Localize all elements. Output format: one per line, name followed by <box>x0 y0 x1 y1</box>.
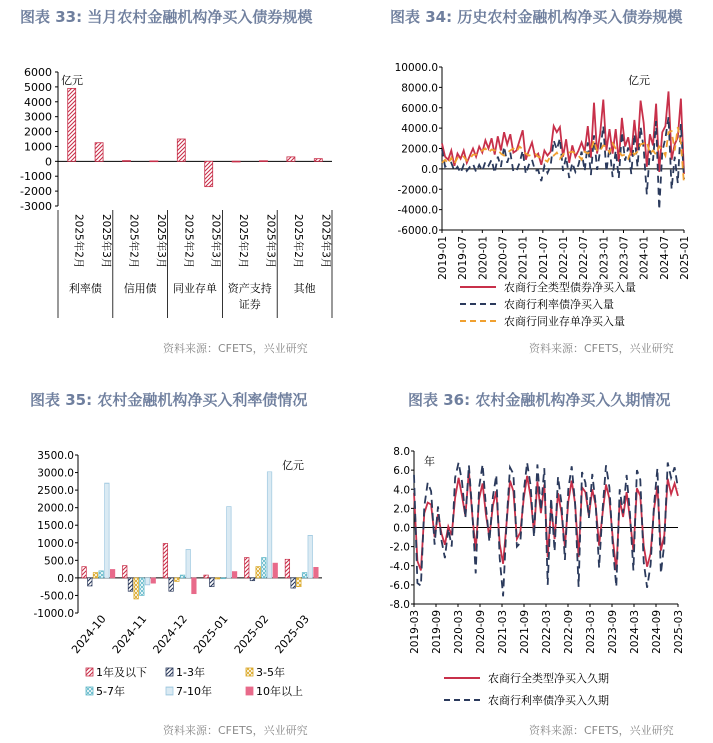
y-tick-label: -4000.0 <box>397 204 438 217</box>
bar <box>192 578 197 594</box>
x-tick-label: 2022-07 <box>578 236 591 280</box>
chart35-source: 资料来源：CFETS，兴业研究 <box>163 724 308 737</box>
x-tick-label: 2025-03 <box>673 610 685 654</box>
x-tick-label: 2025-03 <box>272 612 312 657</box>
bar <box>123 566 128 578</box>
y-tick-label: -500.0 <box>40 590 74 603</box>
bar <box>93 573 98 578</box>
bar <box>245 558 250 578</box>
y-tick-label: 4.0 <box>393 484 410 497</box>
legend-label: 农商行全类型债券净买入量 <box>504 281 636 294</box>
bar <box>140 578 145 596</box>
unit-label: 年 <box>424 455 435 468</box>
x-tick-label: 2025年3月 <box>264 214 277 269</box>
unit-label: 亿元 <box>282 459 304 472</box>
chart36-title: 图表 36: 农村金融机构净买入久期情况 <box>408 391 671 409</box>
bar <box>314 159 322 162</box>
x-tick-label: 2025-02 <box>231 612 272 657</box>
bar <box>256 567 261 578</box>
y-tick-label: 1000.0 <box>37 537 74 550</box>
y-tick-label: -1000.0 <box>33 608 74 620</box>
x-tick-label: 2021-07 <box>537 236 550 280</box>
y-tick-label: 8000.0 <box>401 82 438 95</box>
legend-label: 1-3年 <box>176 666 205 679</box>
legend-label: 农商行同业存单净买入量 <box>504 315 625 328</box>
y-tick-label: -1000 <box>20 170 52 184</box>
bar <box>82 567 87 578</box>
x-tick-label: 2025年2月 <box>72 214 85 269</box>
bar <box>260 161 268 162</box>
legend-label: 3-5年 <box>256 666 285 679</box>
y-tick-label: 8.0 <box>393 446 410 458</box>
group-label: 利率债 <box>68 282 102 295</box>
x-tick-label: 2020-09 <box>475 610 487 654</box>
bar <box>99 571 104 578</box>
legend-swatch <box>166 687 173 695</box>
y-tick-label: 0 <box>45 155 52 169</box>
x-tick-label: 2019-03 <box>409 610 421 654</box>
y-tick-label: -2000 <box>20 185 52 199</box>
y-tick-label: 2000.0 <box>37 502 74 515</box>
x-tick-label: 2025年2月 <box>291 214 304 269</box>
legend-swatch <box>246 687 253 695</box>
series-line <box>442 91 684 174</box>
y-tick-label: 0.0 <box>421 163 438 176</box>
x-tick-label: 2025年3月 <box>100 214 113 269</box>
bar <box>150 161 158 162</box>
y-tick-label: 500.0 <box>43 555 74 568</box>
x-tick-label: 2024-03 <box>629 610 641 654</box>
bar <box>232 572 237 578</box>
bar <box>291 578 296 588</box>
bar <box>128 578 133 591</box>
legend-swatch <box>166 668 173 676</box>
bar <box>297 578 302 587</box>
bar <box>227 507 232 578</box>
x-tick-label: 2025-01 <box>679 236 691 280</box>
bar <box>88 578 93 586</box>
y-tick-label: 2000.0 <box>401 143 438 156</box>
bar <box>163 543 168 577</box>
x-tick-label: 2023-07 <box>618 236 631 280</box>
group-label: 其他 <box>293 282 316 295</box>
x-tick-label: 2023-09 <box>607 610 619 654</box>
y-tick-label: 1500.0 <box>37 520 74 533</box>
y-tick-label: -6000.0 <box>397 225 438 237</box>
bar <box>177 139 185 161</box>
x-tick-label: 2025年2月 <box>237 214 250 269</box>
bar <box>308 535 313 577</box>
x-tick-label: 2019-09 <box>431 610 443 654</box>
x-tick-label: 2023-01 <box>598 236 611 280</box>
legend-label: 1年及以下 <box>96 666 147 679</box>
y-tick-label: 6000.0 <box>401 102 438 115</box>
y-tick-label: 5000 <box>24 80 52 94</box>
legend-label: 农商行利率债净买入久期 <box>488 694 609 707</box>
chart36 <box>356 445 713 715</box>
y-tick-label: 2000 <box>24 125 52 139</box>
legend-swatch <box>86 668 93 676</box>
x-tick-label: 2020-03 <box>453 610 465 654</box>
bar <box>186 549 191 577</box>
bar <box>95 143 103 162</box>
group-label: 信用债 <box>123 282 157 295</box>
x-tick-label: 2024-10 <box>69 612 109 657</box>
legend-label: 农商行全类型净买入久期 <box>488 672 609 685</box>
y-tick-label: 2500.0 <box>37 485 74 498</box>
x-tick-label: 2019-01 <box>437 236 449 280</box>
bar <box>215 578 220 579</box>
legend-label: 7-10年 <box>176 685 212 698</box>
bar <box>250 578 255 581</box>
chart33-title: 图表 33: 当月农村金融机构净买入债券规模 <box>20 8 313 26</box>
bar <box>105 483 110 578</box>
x-tick-label: 2022-03 <box>541 610 553 654</box>
bar <box>151 578 156 583</box>
x-tick-label: 2021-01 <box>517 236 530 280</box>
bar <box>169 578 174 591</box>
y-tick-label: 3000.0 <box>37 467 74 480</box>
group-label: 同业存单 <box>173 282 217 295</box>
bar <box>232 161 240 162</box>
bar <box>145 578 150 585</box>
x-tick-label: 2020-07 <box>497 236 510 280</box>
x-tick-label: 2025年2月 <box>127 214 140 269</box>
chart34-source: 资料来源：CFETS，兴业研究 <box>529 342 674 355</box>
bar <box>302 573 307 578</box>
y-tick-label: -2000.0 <box>397 184 438 197</box>
x-tick-label: 2021-03 <box>497 610 509 654</box>
y-tick-label: 0.0 <box>57 572 74 585</box>
chart35-title: 图表 35: 农村金融机构净买入利率债情况 <box>30 391 308 409</box>
y-tick-label: 2.0 <box>393 503 410 516</box>
y-tick-label: -4.0 <box>389 560 410 573</box>
group-label: 资产支持 <box>227 282 272 295</box>
x-tick-label: 2024-09 <box>651 610 663 654</box>
x-tick-label: 2020-01 <box>477 236 490 280</box>
x-tick-label: 2025年3月 <box>209 214 222 269</box>
y-tick-label: 6.0 <box>393 465 410 478</box>
bar <box>285 559 290 578</box>
bar <box>262 558 267 578</box>
x-tick-label: 2024-01 <box>638 236 651 280</box>
x-tick-label: 2024-12 <box>150 612 190 657</box>
y-tick-label: -3000 <box>20 200 52 213</box>
x-tick-label: 2025年3月 <box>319 214 332 269</box>
bar <box>210 578 215 587</box>
unit-label: 亿元 <box>628 74 650 87</box>
legend-label: 5-7年 <box>96 685 125 698</box>
x-tick-label: 2025年3月 <box>154 214 167 269</box>
y-tick-label: -2.0 <box>389 541 410 554</box>
legend-label: 10年以上 <box>256 685 303 698</box>
legend-swatch <box>86 687 93 695</box>
bar <box>221 578 226 579</box>
bar <box>123 161 131 162</box>
bar <box>180 575 185 578</box>
y-tick-label: 4000 <box>24 95 52 109</box>
x-tick-label: 2024-07 <box>658 236 671 280</box>
x-tick-label: 2024-11 <box>109 612 150 657</box>
chart33-source: 资料来源：CFETS，兴业研究 <box>163 342 308 355</box>
bar <box>273 563 278 578</box>
y-tick-label: 10000.0 <box>394 62 438 74</box>
y-tick-label: 4000.0 <box>401 123 438 136</box>
bar <box>267 472 272 578</box>
bar <box>314 567 319 578</box>
x-tick-label: 2022-01 <box>558 236 570 280</box>
y-tick-label: 1000 <box>24 140 52 154</box>
x-tick-label: 2022-09 <box>563 610 575 654</box>
x-tick-label: 2025年2月 <box>182 214 195 269</box>
bar <box>134 578 139 599</box>
bar <box>204 575 209 578</box>
x-tick-label: 2025-01 <box>191 612 231 657</box>
x-tick-label: 2023-03 <box>585 610 597 654</box>
bar <box>175 578 180 582</box>
y-tick-label: 3000 <box>24 110 52 124</box>
unit-label: 亿元 <box>61 74 83 87</box>
bar <box>287 157 295 161</box>
bar <box>68 88 76 161</box>
y-tick-label: -6.0 <box>389 579 410 592</box>
group-label: 证券 <box>238 298 261 311</box>
chart34-title: 图表 34: 历史农村金融机构净买入债券规模 <box>390 8 683 26</box>
y-tick-label: 3500.0 <box>37 450 74 462</box>
chart33 <box>0 60 356 325</box>
y-tick-label: 6000 <box>24 66 52 79</box>
chart35 <box>0 445 356 715</box>
x-tick-label: 2019-07 <box>457 236 470 280</box>
y-tick-label: 0.0 <box>393 522 410 535</box>
legend-label: 农商行利率债净买入量 <box>504 298 614 311</box>
legend-swatch <box>246 668 253 676</box>
bar <box>205 161 213 186</box>
bar <box>110 569 115 577</box>
y-tick-label: -8.0 <box>389 599 410 611</box>
chart36-source: 资料来源：CFETS，兴业研究 <box>529 724 674 737</box>
chart34 <box>356 60 713 330</box>
x-tick-label: 2021-09 <box>519 610 531 654</box>
